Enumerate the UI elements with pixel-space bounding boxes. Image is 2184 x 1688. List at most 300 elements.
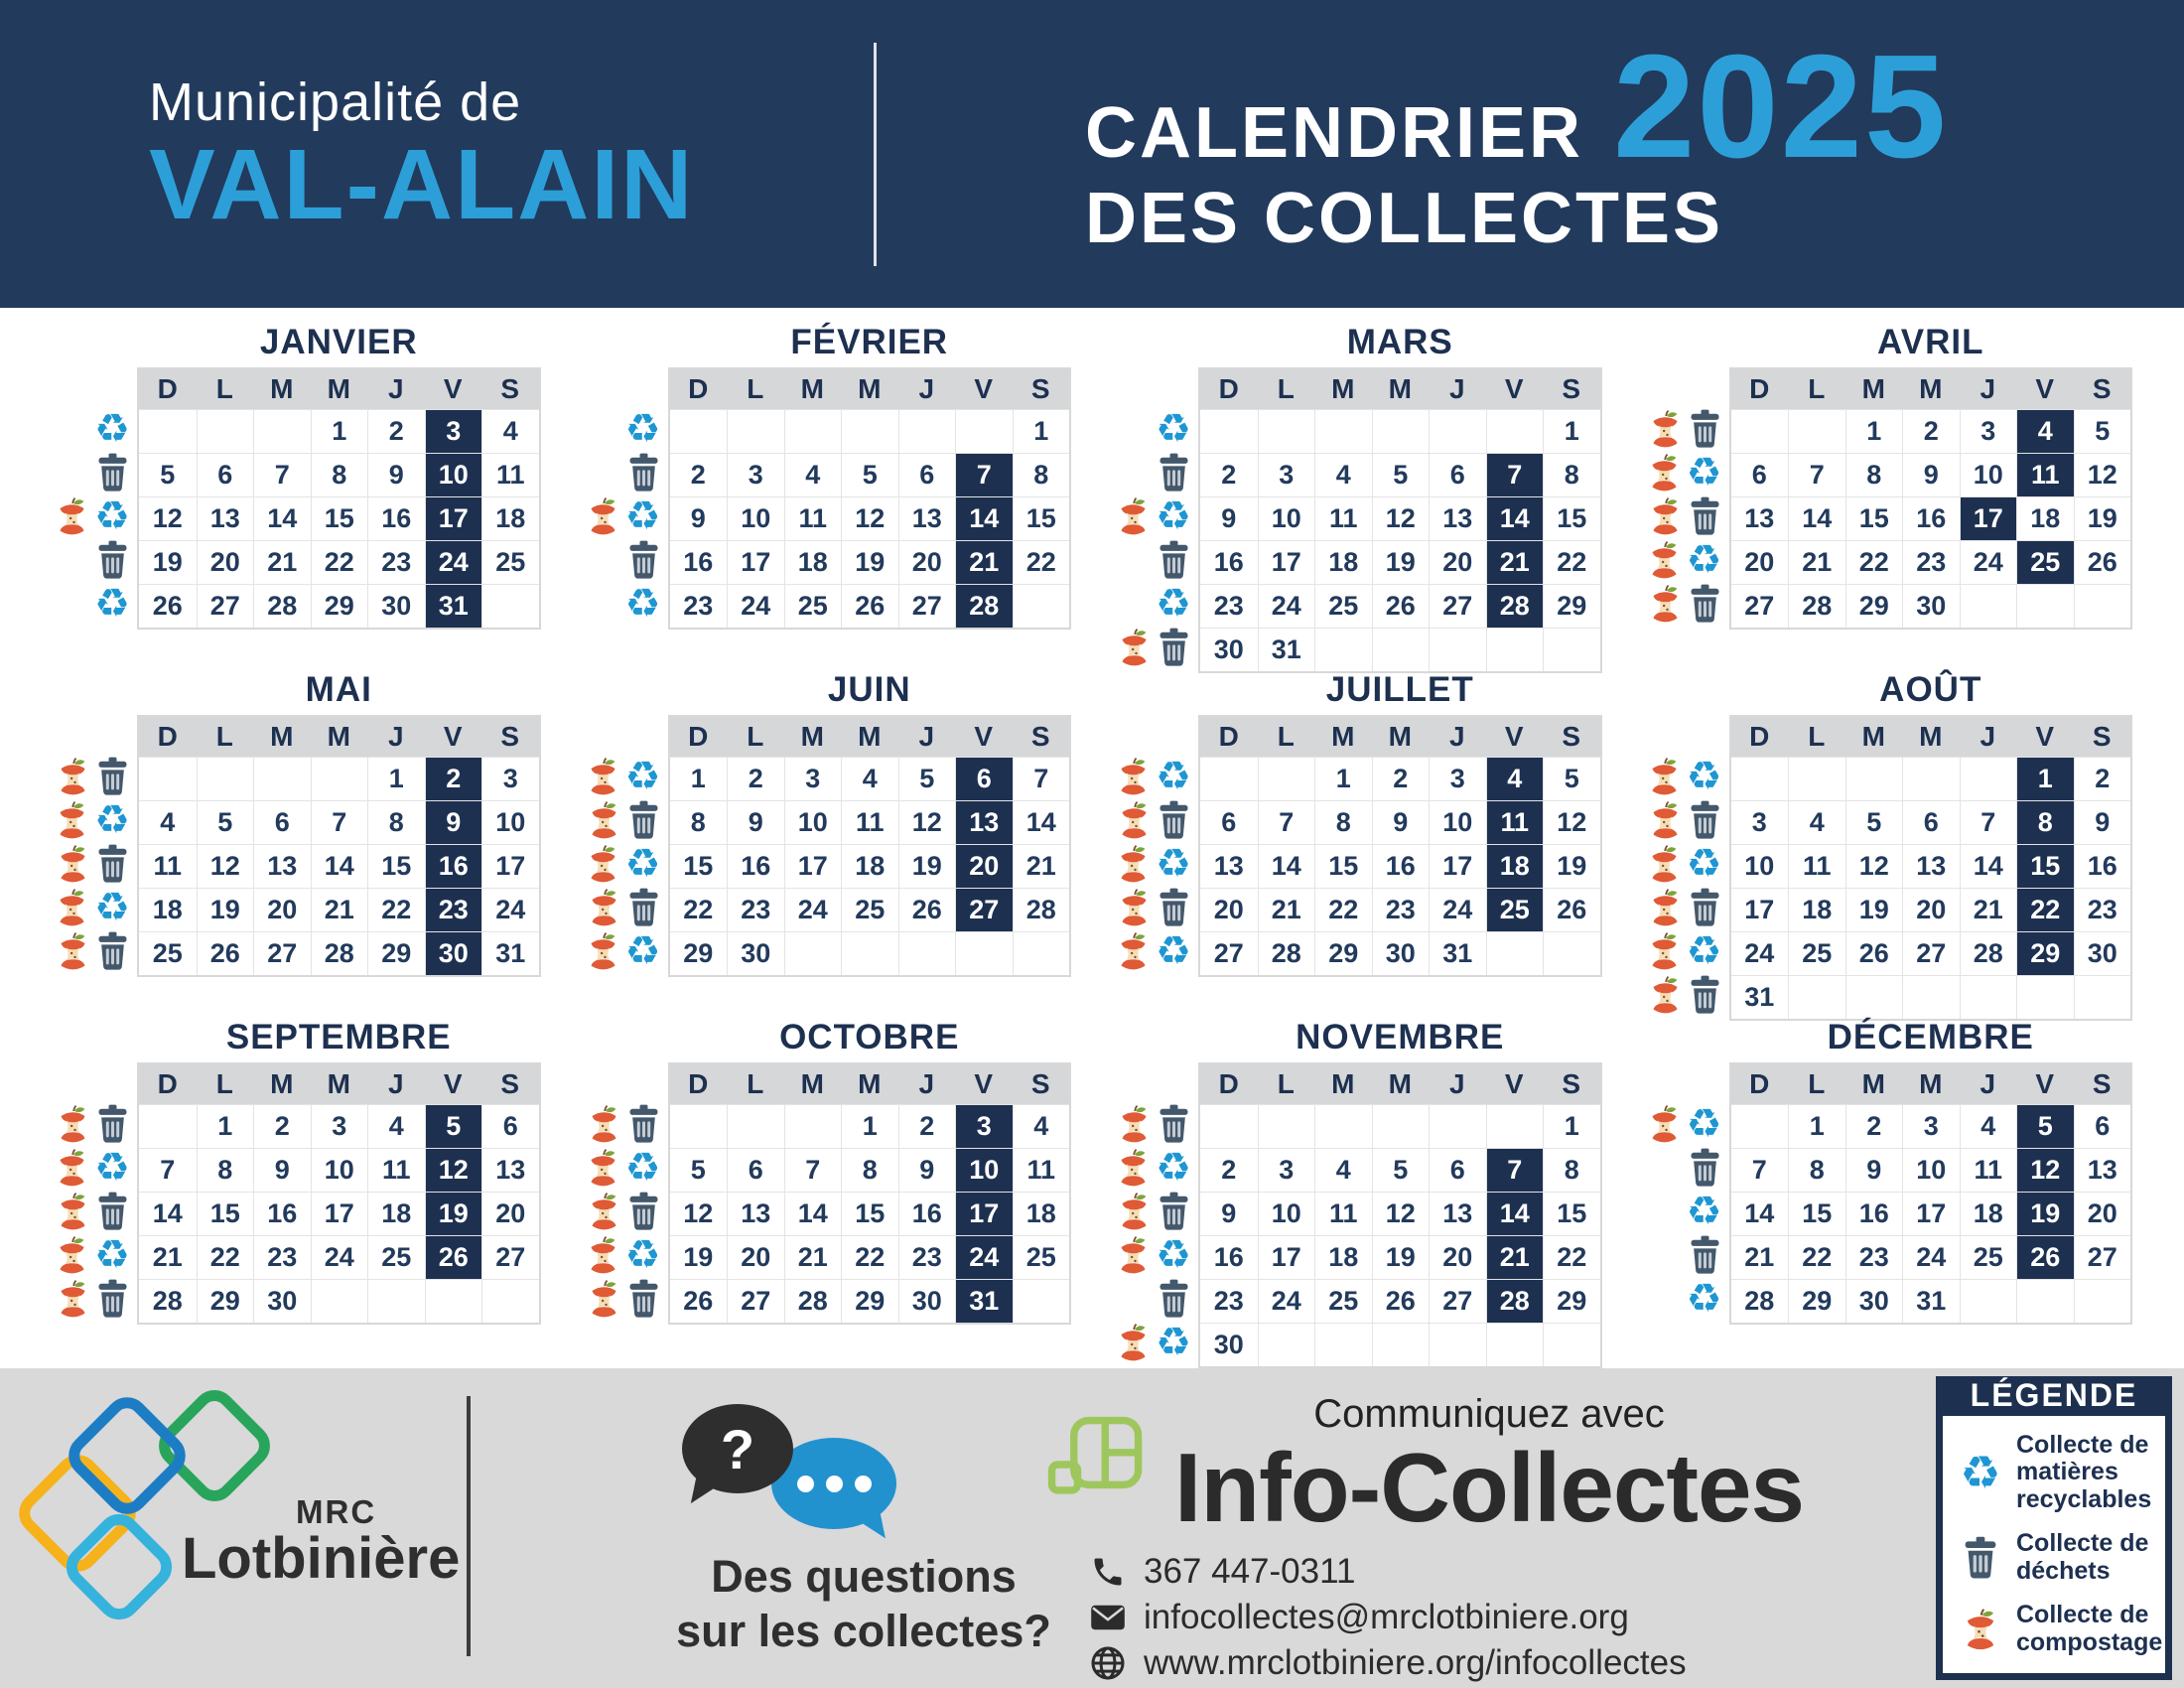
compost-icon (1117, 888, 1152, 927)
day-cell: 26 (1543, 888, 1600, 931)
empty-cell (1200, 1104, 1258, 1148)
weekday-header: L (747, 721, 764, 752)
day-cell: 11 (1314, 1192, 1372, 1235)
empty-cell (311, 757, 368, 800)
trash-icon (1157, 1279, 1191, 1319)
trash-icon (1688, 888, 1722, 927)
day-cell: 13 (2074, 1148, 2131, 1192)
collection-day-cell: 26 (425, 1235, 482, 1279)
trash-icon (1688, 496, 1722, 536)
icon-gutter (1113, 1062, 1198, 1368)
legend-items (1943, 1416, 2165, 1674)
collection-day-cell: 28 (955, 584, 1013, 628)
weekday-header: M (1331, 1068, 1355, 1099)
day-cell: 19 (1543, 844, 1600, 888)
contact-heading: Communiquez avec (1313, 1392, 1665, 1436)
recycle-icon: ♻︎ (1686, 537, 1722, 583)
day-cell: 30 (1200, 1323, 1258, 1366)
compost-icon (55, 888, 89, 927)
day-cell: 19 (2074, 496, 2131, 540)
day-cell: 15 (311, 496, 368, 540)
weekday-header: M (270, 721, 294, 752)
weekday-header: L (1277, 721, 1295, 752)
day-cell: 28 (311, 931, 368, 975)
day-cell: 19 (1372, 1235, 1430, 1279)
empty-cell (197, 757, 254, 800)
weekday-header: M (327, 373, 350, 404)
compost-icon (1648, 584, 1683, 624)
recycle-icon: ♻︎ (1686, 1189, 1722, 1234)
weekday-header: D (688, 721, 709, 752)
compost-icon (586, 931, 620, 971)
icon-gutter (1644, 715, 1729, 1021)
compost-icon (586, 1148, 620, 1188)
week-collection-icons (1113, 626, 1198, 669)
month-table (1198, 367, 1602, 673)
icon-gutter (52, 1062, 137, 1325)
day-cell: 8 (1314, 800, 1372, 844)
collection-day-cell: 7 (1486, 1148, 1544, 1192)
day-cell: 7 (1788, 453, 1845, 496)
empty-cell (841, 409, 898, 453)
empty-cell (2016, 1279, 2074, 1323)
week-row (1200, 628, 1600, 671)
week-row (670, 1235, 1070, 1279)
day-cell: 2 (1200, 453, 1258, 496)
week-row (1731, 540, 2131, 584)
day-cell: 22 (1013, 540, 1070, 584)
day-cell: 5 (197, 800, 254, 844)
collection-day-cell: 7 (1486, 453, 1544, 496)
day-cell: 14 (1731, 1192, 1789, 1235)
weekday-header: V (974, 721, 994, 752)
day-cell: 17 (1902, 1192, 1960, 1235)
week-collection-icons (583, 538, 668, 582)
recycle-icon: ♻︎ (94, 1232, 130, 1278)
day-cell: 2 (670, 453, 728, 496)
weekday-header: S (500, 721, 520, 752)
month-table (668, 367, 1072, 630)
day-cell: 9 (2074, 800, 2131, 844)
day-cell: 10 (1258, 496, 1315, 540)
empty-cell (1486, 1104, 1544, 1148)
day-cell: 23 (1372, 888, 1430, 931)
day-cell: 3 (481, 757, 539, 800)
day-cell: 16 (1902, 496, 1960, 540)
empty-cell (1372, 628, 1430, 671)
empty-cell (1543, 931, 1600, 975)
day-cell: 20 (197, 540, 254, 584)
compost-icon (1648, 409, 1683, 449)
website-url: www.mrclotbiniere.org/infocollectes (1144, 1642, 1687, 1682)
day-cell: 15 (1013, 496, 1070, 540)
day-cell: 21 (311, 888, 368, 931)
compost-icon (56, 844, 90, 884)
week-collection-icons (1113, 798, 1198, 842)
day-cell: 20 (1731, 540, 1789, 584)
day-cell: 2 (1200, 1148, 1258, 1192)
compost-icon (586, 1235, 620, 1275)
week-row (1200, 584, 1600, 628)
week-collection-icons (1113, 1190, 1198, 1233)
phone-number: 367 447-0311 (1144, 1551, 1356, 1591)
empty-cell (1258, 1104, 1315, 1148)
questions-text: Des questions sur les collectes? (676, 1551, 1051, 1656)
weekday-header: V (443, 721, 463, 752)
day-cell: 3 (1960, 409, 2017, 453)
month-table (1729, 367, 2133, 630)
trash-icon (626, 888, 661, 927)
week-collection-icons (52, 538, 137, 582)
empty-cell (1486, 409, 1544, 453)
recycle-icon: ♻︎ (1156, 406, 1191, 452)
weekday-header: V (2035, 721, 2055, 752)
day-cell: 6 (481, 1104, 539, 1148)
week-collection-icons (583, 407, 668, 451)
collection-day-cell: 8 (2016, 800, 2074, 844)
day-cell: 24 (311, 1235, 368, 1279)
week-row (670, 757, 1070, 800)
day-cell: 12 (1372, 1192, 1430, 1235)
week-collection-icons (52, 1102, 137, 1146)
recycle-icon: ♻︎ (1156, 1232, 1191, 1278)
day-cell: 8 (1543, 453, 1600, 496)
recycle-icon: ♻︎ (624, 1232, 661, 1278)
day-cell: 3 (1258, 453, 1315, 496)
day-cell: 15 (197, 1192, 254, 1235)
day-cell: 19 (841, 540, 898, 584)
week-row (1731, 1148, 2131, 1192)
day-cell: 20 (253, 888, 311, 931)
day-cell: 13 (1731, 496, 1789, 540)
trash-icon (1157, 1104, 1191, 1144)
day-cell: 30 (253, 1279, 311, 1323)
icon-gutter (52, 715, 137, 977)
day-cell: 31 (1258, 628, 1315, 671)
month-table (1198, 715, 1602, 977)
day-cell: 10 (1258, 1192, 1315, 1235)
day-cell: 24 (1258, 584, 1315, 628)
week-row (670, 540, 1070, 584)
day-cell: 12 (1543, 800, 1600, 844)
day-cell: 29 (311, 584, 368, 628)
week-collection-icons (583, 494, 668, 538)
footer (0, 1368, 2184, 1688)
week-row (670, 453, 1070, 496)
icon-gutter (583, 1062, 668, 1325)
compost-icon (1117, 628, 1152, 667)
recycle-icon: ♻︎ (1156, 1145, 1191, 1191)
day-cell: 6 (1200, 800, 1258, 844)
week-row (670, 931, 1070, 975)
day-cell: 22 (1788, 1235, 1845, 1279)
week-collection-icons (52, 451, 137, 494)
week-collection-icons (1644, 1146, 1729, 1190)
weekday-header: S (500, 373, 520, 404)
day-cell: 15 (1314, 844, 1372, 888)
day-cell: 28 (1960, 931, 2017, 975)
empty-cell (1486, 628, 1544, 671)
weekday-header: V (2035, 373, 2055, 404)
logo-text-mrc: MRC (296, 1493, 377, 1530)
week-collection-icons (1644, 407, 1729, 451)
collection-day-cell: 4 (2016, 409, 2074, 453)
empty-cell (1543, 628, 1600, 671)
day-cell: 30 (1845, 1279, 1903, 1323)
weekday-header: M (1331, 373, 1355, 404)
month-table (1198, 1062, 1602, 1368)
weekday-header: S (1562, 373, 1581, 404)
day-cell: 31 (1429, 931, 1486, 975)
day-cell: 26 (139, 584, 197, 628)
week-row (1731, 844, 2131, 888)
day-cell: 16 (1372, 844, 1430, 888)
day-cell: 27 (197, 584, 254, 628)
compost-icon (1116, 1148, 1151, 1188)
recycle-icon: ♻︎ (1156, 1320, 1191, 1365)
collection-day-cell: 14 (1486, 496, 1544, 540)
weekday-header: L (1808, 721, 1826, 752)
empty-cell (670, 409, 728, 453)
day-cell: 12 (670, 1192, 728, 1235)
weekday-header: L (215, 721, 233, 752)
collection-day-cell: 3 (955, 1104, 1013, 1148)
week-collection-icons (52, 407, 137, 451)
day-cell: 8 (311, 453, 368, 496)
day-cell: 14 (1788, 496, 1845, 540)
week-collection-icons (583, 755, 668, 798)
day-cell: 1 (1845, 409, 1903, 453)
month-juillet (1113, 669, 1602, 977)
compost-icon (1116, 931, 1151, 971)
collection-day-cell: 15 (2016, 844, 2074, 888)
month-title: AOÛT (1879, 670, 1982, 709)
empty-cell (898, 931, 956, 975)
month-title: OCTOBRE (779, 1018, 960, 1056)
weekday-header: M (270, 1068, 294, 1099)
weekday-header: S (1030, 721, 1050, 752)
day-cell: 21 (1788, 540, 1845, 584)
week-collection-icons (1113, 1233, 1198, 1277)
day-cell: 26 (1845, 931, 1903, 975)
weekday-header: D (1218, 721, 1239, 752)
week-collection-icons (52, 842, 137, 886)
month-janvier (52, 322, 541, 630)
recycle-icon: ♻︎ (624, 493, 661, 539)
day-cell: 18 (481, 496, 539, 540)
day-cell: 27 (253, 931, 311, 975)
day-cell: 26 (197, 931, 254, 975)
week-collection-icons (1644, 842, 1729, 886)
day-cell: 6 (253, 800, 311, 844)
day-cell: 7 (139, 1148, 197, 1192)
mrc-lotbiniere-logo (30, 1390, 288, 1638)
empty-cell (955, 931, 1013, 975)
day-cell: 19 (670, 1235, 728, 1279)
week-collection-icons (583, 886, 668, 929)
weekday-header: V (974, 1068, 994, 1099)
collection-day-cell: 29 (2016, 931, 2074, 975)
weekday-header: J (1979, 721, 1996, 752)
day-cell: 26 (670, 1279, 728, 1323)
day-cell: 9 (367, 453, 425, 496)
collection-day-cell: 7 (955, 453, 1013, 496)
collection-day-cell: 26 (2016, 1235, 2074, 1279)
week-collection-icons (1644, 755, 1729, 798)
week-row (1731, 1104, 2131, 1148)
empty-cell (1314, 1104, 1372, 1148)
day-cell: 7 (1013, 757, 1070, 800)
legend-item-recycle (1957, 1432, 2157, 1514)
week-collection-icons (1644, 1277, 1729, 1321)
day-cell: 20 (481, 1192, 539, 1235)
collection-day-cell: 24 (955, 1235, 1013, 1279)
empty-cell (784, 409, 842, 453)
day-cell: 29 (1543, 584, 1600, 628)
week-row (1731, 888, 2131, 931)
week-row (670, 1279, 1070, 1323)
collection-day-cell: 31 (425, 584, 482, 628)
empty-cell (425, 1279, 482, 1323)
compost-icon (1648, 888, 1683, 927)
weekday-header: M (1388, 373, 1412, 404)
day-cell: 23 (727, 888, 784, 931)
day-cell: 28 (139, 1279, 197, 1323)
day-cell: 22 (1845, 540, 1903, 584)
website-row (1090, 1640, 1926, 1686)
day-cell: 1 (1013, 409, 1070, 453)
day-cell: 22 (197, 1235, 254, 1279)
email-address: infocollectes@mrclotbiniere.org (1144, 1597, 1629, 1636)
weekday-header: J (387, 1068, 404, 1099)
compost-icon (1117, 1104, 1152, 1144)
weekday-header: D (1218, 1068, 1239, 1099)
weekday-header: D (157, 373, 178, 404)
collection-day-cell: 30 (425, 931, 482, 975)
trash-icon (626, 1104, 661, 1144)
trash-icon (626, 1192, 661, 1231)
day-cell: 11 (481, 453, 539, 496)
week-row (1731, 931, 2131, 975)
day-cell: 19 (1372, 540, 1430, 584)
day-cell: 2 (727, 757, 784, 800)
empty-cell (1314, 409, 1372, 453)
weekday-header-row (670, 717, 1070, 757)
weekday-header: M (1861, 721, 1885, 752)
day-cell: 29 (670, 931, 728, 975)
day-cell: 17 (1429, 844, 1486, 888)
week-row (1731, 1235, 2131, 1279)
weekday-header: M (858, 721, 882, 752)
day-cell: 4 (1314, 1148, 1372, 1192)
day-cell: 12 (1372, 496, 1430, 540)
day-cell: 7 (1258, 800, 1315, 844)
weekday-header: M (800, 373, 824, 404)
day-cell: 28 (1788, 584, 1845, 628)
week-collection-icons (583, 1146, 668, 1190)
week-row (1731, 975, 2131, 1019)
compost-icon (56, 757, 90, 796)
recycle-icon: ♻︎ (624, 841, 661, 887)
week-row (1731, 1279, 2131, 1323)
recycle-icon: ♻︎ (624, 928, 661, 974)
day-cell: 13 (1902, 844, 1960, 888)
day-cell: 24 (1429, 888, 1486, 931)
recycle-icon: ♻︎ (1156, 841, 1191, 887)
legend-item-trash (1957, 1530, 2157, 1585)
day-cell: 6 (1429, 1148, 1486, 1192)
week-collection-icons (52, 1277, 137, 1321)
day-cell: 26 (1372, 1279, 1430, 1323)
week-row (1200, 1104, 1600, 1148)
month-février (583, 322, 1072, 630)
weekday-header: S (2092, 721, 2112, 752)
trash-icon (1688, 409, 1722, 449)
day-cell: 23 (2074, 888, 2131, 931)
empty-cell (1731, 409, 1789, 453)
day-cell: 20 (1902, 888, 1960, 931)
empty-cell (1960, 1279, 2017, 1323)
compost-icon (587, 800, 621, 840)
empty-cell (1788, 975, 1845, 1019)
day-cell: 16 (727, 844, 784, 888)
day-cell: 18 (784, 540, 842, 584)
weekday-header: M (1331, 721, 1355, 752)
month-table (668, 715, 1072, 977)
day-cell: 14 (311, 844, 368, 888)
week-row (1200, 409, 1600, 453)
collection-day-cell: 28 (1486, 1279, 1544, 1323)
collection-day-cell: 11 (2016, 453, 2074, 496)
empty-cell (1372, 409, 1430, 453)
day-cell: 5 (1543, 757, 1600, 800)
week-row (1200, 888, 1600, 931)
header-banner (0, 0, 2184, 308)
weekday-header: M (270, 373, 294, 404)
calendar-title-line2: DES COLLECTES (1085, 179, 1724, 258)
day-cell: 22 (1314, 888, 1372, 931)
recycle-icon: ♻︎ (624, 1145, 661, 1191)
day-cell: 10 (784, 800, 842, 844)
empty-cell (1013, 584, 1070, 628)
recycle-icon: ♻︎ (94, 1145, 130, 1191)
day-cell: 25 (841, 888, 898, 931)
recycle-icon: ♻︎ (1686, 841, 1722, 887)
month-title: DÉCEMBRE (1827, 1018, 2034, 1056)
collection-day-cell: 22 (2016, 888, 2074, 931)
day-cell: 27 (1429, 1279, 1486, 1323)
day-cell: 13 (727, 1192, 784, 1235)
day-cell: 2 (1902, 409, 1960, 453)
day-cell: 16 (670, 540, 728, 584)
week-row (139, 1235, 539, 1279)
week-collection-icons (583, 929, 668, 973)
empty-cell (898, 409, 956, 453)
day-cell: 14 (1960, 844, 2017, 888)
compost-icon (587, 1192, 621, 1231)
day-cell: 27 (1902, 931, 1960, 975)
day-cell: 13 (1200, 844, 1258, 888)
day-cell: 30 (1200, 628, 1258, 671)
week-collection-icons (52, 1190, 137, 1233)
day-cell: 20 (1200, 888, 1258, 931)
day-cell: 15 (1543, 1192, 1600, 1235)
day-cell: 18 (2016, 496, 2074, 540)
compost-icon (1117, 800, 1152, 840)
day-cell: 21 (1960, 888, 2017, 931)
week-collection-icons (1113, 582, 1198, 626)
day-cell: 29 (367, 931, 425, 975)
